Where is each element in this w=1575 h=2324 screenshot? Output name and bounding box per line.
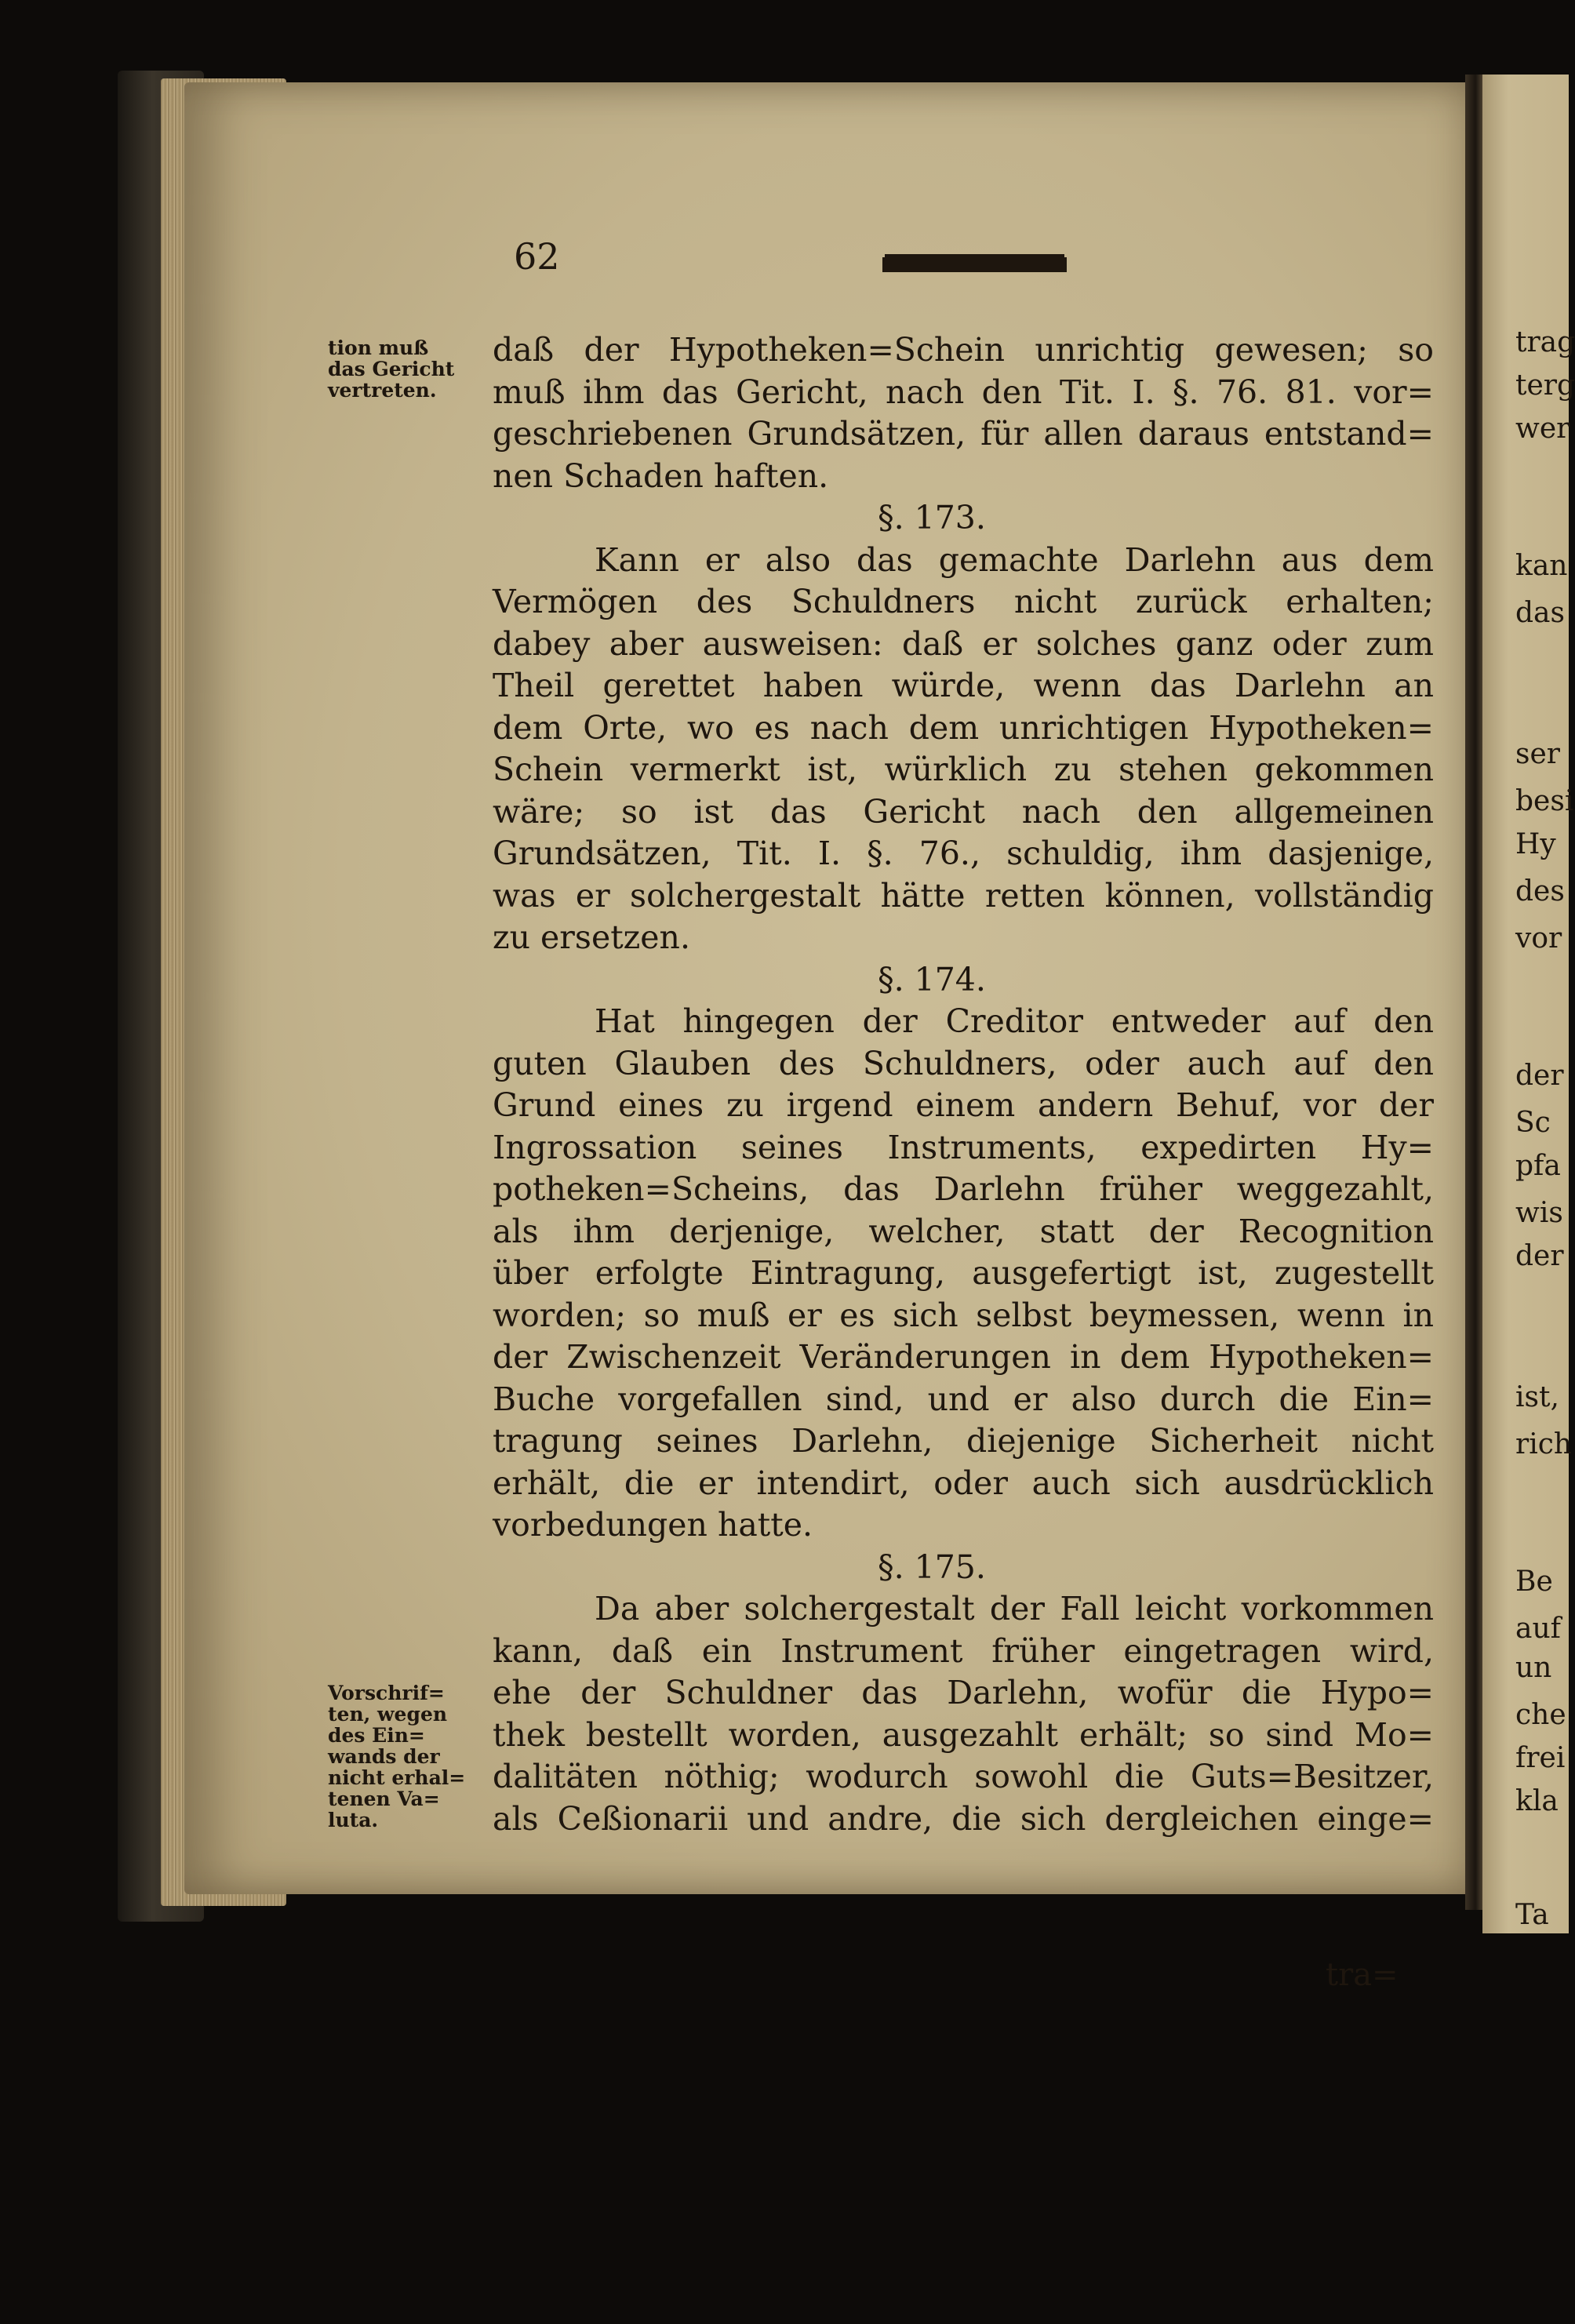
facing-fragment: kla [1515, 1785, 1559, 1817]
text-line: erhält, die er intendirt, oder auch sich ausdrücklich [493, 1464, 1434, 1502]
text-line: wäre; so ist das Gericht nach den allgemeinen [493, 792, 1434, 831]
facing-fragment: vor [1515, 922, 1562, 955]
margin-note-line: Vorschrif= [328, 1682, 445, 1704]
margin-note-line: ten, wegen [328, 1703, 448, 1726]
facing-fragment: trag [1515, 326, 1575, 358]
facing-fragment: ser [1515, 738, 1560, 770]
margin-note-line: des Ein= [328, 1724, 425, 1747]
text-line: nen Schaden haften. [493, 456, 829, 495]
facing-fragment: das [1515, 597, 1565, 629]
facing-fragment: der [1515, 1060, 1564, 1092]
text-line: geschriebenen Grundsätzen, für allen daraus entstand= [493, 415, 1434, 453]
facing-fragment: Be [1515, 1566, 1553, 1598]
text-line: dabey aber ausweisen: daß er solches ganz oder zum [493, 624, 1434, 663]
facing-fragment: besi [1515, 785, 1574, 817]
margin-note-court-liability [328, 337, 454, 401]
facing-fragment: frei [1515, 1742, 1566, 1774]
text-line: tragung seines Darlehn, diejenige Sicherheit nicht [493, 1422, 1434, 1460]
text-line: Hat hingegen der Creditor entweder auf den [595, 1002, 1434, 1040]
facing-fragment: wis [1515, 1197, 1563, 1229]
margin-note-line: nicht erhal= [328, 1766, 466, 1789]
text-line: Grund eines zu irgend einem andern Behuf, vor der [493, 1086, 1434, 1124]
text-line: über erfolgte Eintragung, ausgefertigt ist, zugestellt [493, 1254, 1434, 1292]
main-text-block [493, 329, 1434, 1840]
text-line: Theil gerettet haben würde, wenn das Darlehn an [493, 667, 1434, 704]
facing-fragment: ist, [1515, 1381, 1559, 1413]
text-line: als Ceßionarii und andre, die sich dergleichen einge= [493, 1799, 1434, 1838]
margin-note-line: das Gericht [328, 358, 455, 380]
text-line: Grundsätzen, Tit. I. §. 76., schuldig, ihm dasjenige, [493, 835, 1434, 872]
margin-note-line: wands der [328, 1745, 440, 1768]
text-line: Schein vermerkt ist, würklich zu stehen gekommen [493, 751, 1434, 788]
text-line: als ihm derjenige, welcher, statt der Recognition [493, 1212, 1434, 1250]
text-line: daß der Hypotheken=Schein unrichtig gewesen; so [493, 331, 1434, 369]
facing-fragment: auf [1515, 1613, 1561, 1645]
page-number: 62 [514, 235, 560, 278]
facing-fragment: rich [1515, 1428, 1573, 1460]
text-line: was er solchergestalt hätte retten können, vollständig [493, 876, 1434, 915]
facing-fragment: un [1515, 1652, 1552, 1684]
text-line: zu ersetzen. [493, 918, 690, 956]
text-line: Buche vorgefallen sind, und er also durch die Ein= [493, 1380, 1434, 1418]
margin-note-line: tion muß [328, 336, 429, 359]
text-line: der Zwischenzeit Veränderungen in dem Hypotheken= [493, 1338, 1434, 1376]
text-line: Da aber solchergestalt der Fall leicht vorkommen [595, 1590, 1434, 1628]
text-line: vorbedungen hatte. [493, 1506, 813, 1544]
facing-fragment: terg [1515, 369, 1575, 402]
text-line: kann, daß ein Instrument früher eingetragen wird, [493, 1631, 1434, 1670]
text-line: potheken=Scheins, das Darlehn früher weggezahlt, [493, 1170, 1434, 1208]
margin-note-regulations [328, 1682, 465, 1831]
section-heading-174: §. 174. [878, 960, 986, 998]
facing-fragment: kan [1515, 550, 1568, 582]
facing-fragment: pfa [1515, 1150, 1561, 1182]
book-gutter [1465, 75, 1482, 1910]
facing-fragment: Hy [1515, 828, 1556, 860]
text-line: Ingrossation seines Instruments, expedirten Hy= [493, 1128, 1434, 1166]
margin-note-line: vertreten. [328, 379, 437, 402]
text-line: thek bestellt worden, ausgezahlt erhält; so sind Mo= [493, 1715, 1434, 1754]
facing-fragment: Ta [1515, 1899, 1549, 1931]
text-line: worden; so muß er es sich selbst beymessen, wenn in [493, 1296, 1434, 1334]
facing-fragment: Sc [1515, 1107, 1551, 1139]
text-line: ehe der Schuldner das Darlehn, wofür die Hypo= [493, 1674, 1434, 1711]
section-heading-175: §. 175. [878, 1548, 986, 1586]
section-heading-173: §. 173. [878, 499, 986, 536]
margin-note-line: tenen Va= [328, 1788, 440, 1810]
text-line: dalitäten nöthig; wodurch sowohl die Guts=Besitzer, [493, 1758, 1434, 1795]
facing-fragment: des [1515, 875, 1565, 907]
header-rule [882, 257, 1067, 272]
catchword: tra= [1326, 1957, 1399, 1993]
facing-fragment: che [1515, 1699, 1566, 1731]
text-line: guten Glauben des Schuldners, oder auch auf den [493, 1044, 1434, 1082]
text-line: dem Orte, wo es nach dem unrichtigen Hypotheken= [493, 708, 1434, 747]
text-line: Vermögen des Schuldners nicht zurück erhalten; [493, 583, 1434, 620]
facing-fragment: wer [1515, 413, 1570, 445]
margin-note-line: luta. [328, 1809, 379, 1831]
text-line: muß ihm das Gericht, nach den Tit. I. §. 76. 81. vor= [493, 373, 1434, 411]
facing-fragment: der [1515, 1240, 1564, 1272]
text-line: Kann er also das gemachte Darlehn aus dem [595, 540, 1434, 579]
